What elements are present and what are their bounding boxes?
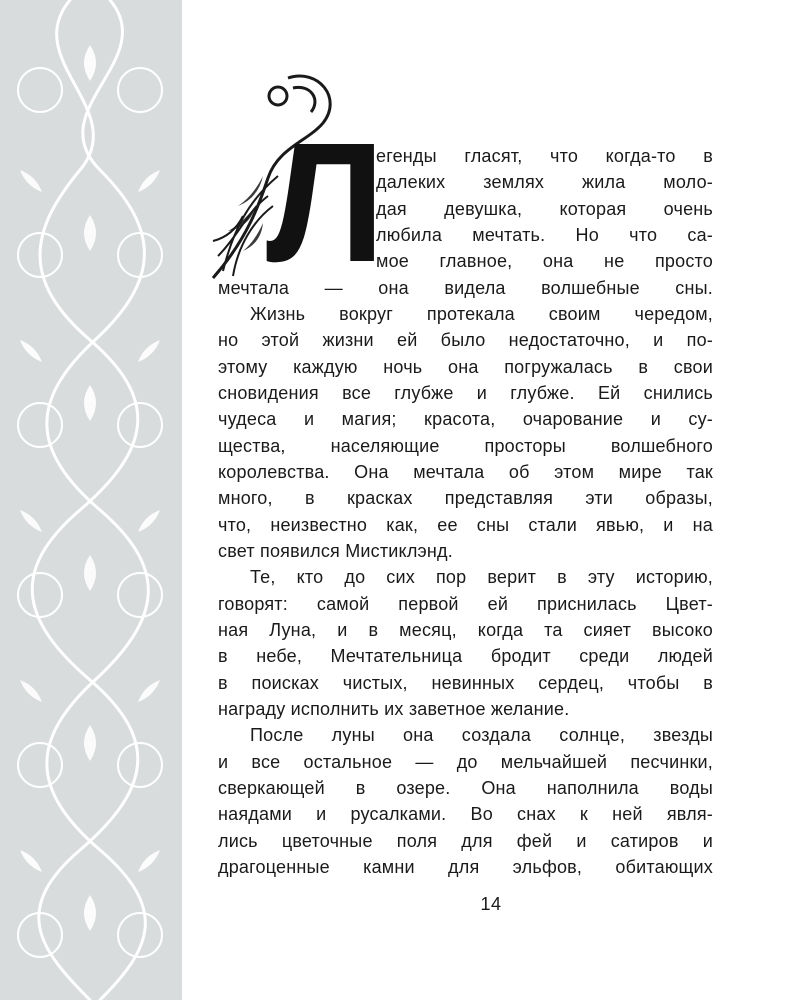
- drop-cap-letter: Л: [266, 108, 386, 298]
- text-line: ная Луна, и в месяц, когда та сияет высоко: [218, 620, 713, 640]
- text-line: сновидения все глубже и глубже. Ей снились: [218, 383, 713, 403]
- text-line: мечтала — она видела волшебные сны.: [218, 278, 713, 298]
- text-line: драгоценные камни для эльфов, обитающих: [218, 857, 713, 877]
- footer: [182, 0, 800, 1000]
- text-line: говорят: самой первой ей приснилась Цвет-: [218, 594, 713, 614]
- page-number: 14: [480, 894, 502, 914]
- text-line: и все остальное — до мельчайшей песчинки,: [218, 752, 713, 772]
- text-line: чудеса и магия; красота, очарование и су-: [218, 409, 713, 429]
- text-line: свет появился Мистиклэнд.: [218, 541, 453, 561]
- text-line: наядами и русалками. Во снах к ней явля-: [218, 804, 713, 824]
- text-line: много, в красках представляя эти образы,: [218, 488, 713, 508]
- text-line: любила мечтать. Но что са-: [376, 225, 713, 245]
- text-line: что, неизвестно как, ее сны стали явью, и на: [218, 515, 713, 535]
- text-line: лись цветочные поля для фей и сатиров и: [218, 831, 713, 851]
- text-line: далеких землях жила моло-: [376, 172, 713, 192]
- text-line: в поисках чистых, невинных сердец, чтобы в: [218, 673, 713, 693]
- text-line: этому каждую ночь она погружалась в свои: [218, 357, 713, 377]
- text-line: но этой жизни ей было недостаточно, и по-: [218, 330, 713, 350]
- text-line: награду исполнить их заветное желание.: [218, 699, 570, 719]
- text-line: в небе, Мечтательница бродит среди людей: [218, 646, 713, 666]
- text-line: щества, населяющие просторы волшебного: [218, 436, 713, 456]
- text-line: королевства. Она мечтала об этом мире так: [218, 462, 713, 482]
- text-line: Жизнь вокруг протекала своим чередом,: [250, 304, 713, 324]
- text-line: дая девушка, которая очень: [376, 199, 713, 219]
- floral-ornament-icon: [0, 0, 182, 1000]
- text-line: Те, кто до сих пор верит в эту историю,: [250, 567, 713, 587]
- text-line: сверкающей в озере. Она наполнила воды: [218, 778, 713, 798]
- text-line: мое главное, она не просто: [376, 251, 713, 271]
- decorative-border: [0, 0, 182, 1000]
- text-line: После луны она создала солнце, звезды: [250, 725, 713, 745]
- text-line: егенды гласят, что когда-то в: [376, 146, 713, 166]
